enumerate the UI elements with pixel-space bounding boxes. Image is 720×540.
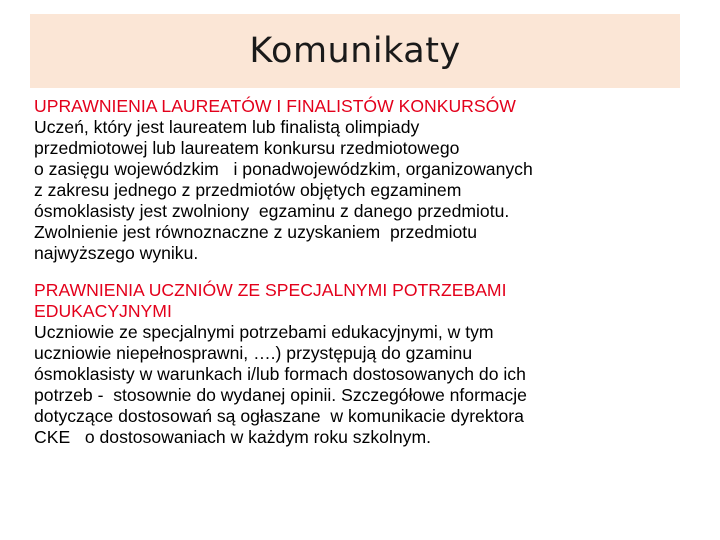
section-laureates [34,96,706,264]
section-special-needs [34,280,706,448]
body-line: CKE o dostosowaniach w każdym roku szkolnym. [34,427,431,447]
body-line: o zasięgu wojewódzkim i ponadwojewódzkim, organizowanych [34,159,533,179]
body-line: z zakresu jednego z przedmiotów objętych egzaminem [34,180,462,200]
body-line: uczniowie niepełnosprawni, ….) przystępują do gzaminu [34,343,473,363]
section-heading: UPRAWNIENIA LAUREATÓW I FINALISTÓW KONKURSÓW [34,96,516,116]
body-line: Zwolnienie jest równoznaczne z uzyskaniem przedmiotu [34,222,477,242]
section-body [34,117,706,264]
body-line: potrzeb - stosownie do wydanej opinii. Szczegółowe nformacje [34,385,527,405]
slide-title: Komunikaty [249,31,461,71]
body-line: Uczeń, który jest laureatem lub finalistą olimpiady [34,117,420,137]
body-line: najwyższego wyniku. [34,243,199,263]
body-line: ósmoklasisty jest zwolniony egzaminu z danego przedmiotu. [34,201,510,221]
body-line: dotyczące dostosowań są ogłaszane w komunikacie dyrektora [34,406,524,426]
body-line: Uczniowie ze specjalnymi potrzebami edukacyjnymi, w tym [34,322,494,342]
body-line: ósmoklasisty w warunkach i/lub formach dostosowanych do ich [34,364,526,384]
section-body [34,322,706,448]
slide-content [34,96,706,448]
title-banner [30,14,680,88]
section-heading: PRAWNIENIA UCZNIÓW ZE SPECJALNYMI POTRZEBAMI EDUKACYJNYMI [34,280,507,321]
body-line: przedmiotowej lub laureatem konkursu rzedmiotowego [34,138,460,158]
